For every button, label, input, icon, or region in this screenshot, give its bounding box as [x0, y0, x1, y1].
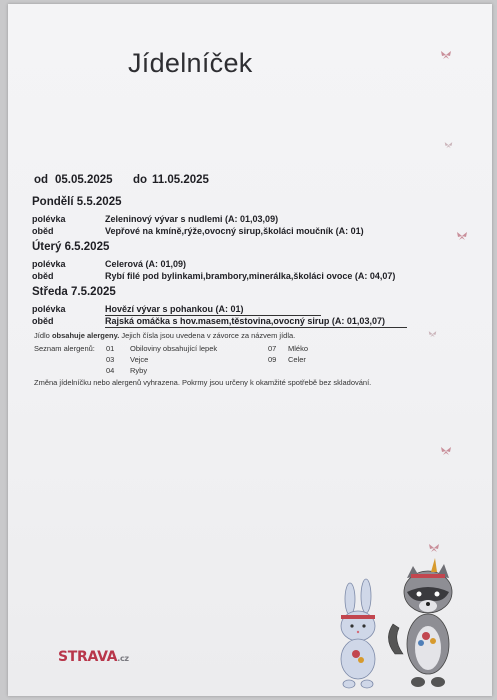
- butterfly-icon: [440, 447, 452, 456]
- period-to-date: 11.05.2025: [152, 174, 209, 186]
- page-title: Jídelníček: [128, 48, 253, 78]
- allergen-code: 04: [106, 366, 115, 375]
- allergen-code: 01: [106, 344, 115, 353]
- raccoon-icon: [388, 558, 452, 687]
- meal-dish: Vepřové na kmíně,rýže,ovocný sirup,školáci moučník (A: 01): [105, 226, 364, 236]
- footer-note: Změna jídelníčku nebo alergenů vyhrazena. Pokrmy jsou určeny k okamžité spotřebě bez skladování.: [34, 378, 372, 387]
- allergen-note: Jídlo obsahuje alergeny. Jejich čísla jsou uvedena v závorce za názvem jídla.: [34, 331, 296, 340]
- meal-label: oběd: [32, 271, 54, 281]
- meal-label: polévka: [32, 214, 66, 224]
- period-from-label: od: [34, 174, 49, 186]
- bunny-icon: [341, 579, 375, 688]
- meal-label: oběd: [32, 226, 54, 236]
- allergen-name: Mléko: [288, 344, 309, 353]
- allergen-name: Ryby: [130, 366, 148, 375]
- meal-dish: Celerová (A: 01,09): [105, 259, 187, 269]
- divider: [105, 327, 407, 328]
- allergen-name: Celer: [288, 355, 306, 364]
- meal-dish: Hovězí vývar s pohankou (A: 01): [105, 304, 244, 314]
- menu-sheet: [8, 4, 492, 696]
- cartoon-animals-illustration: [323, 544, 473, 694]
- allergen-list-label: Seznam alergenů:: [34, 344, 95, 353]
- day-title: Úterý 6.5.2025: [32, 241, 110, 253]
- allergen-name: Vejce: [130, 355, 149, 364]
- period-from-date: 05.05.2025: [55, 174, 113, 186]
- allergen-name: Obiloviny obsahující lepek: [130, 344, 218, 353]
- meal-label: polévka: [32, 304, 66, 314]
- meal-label: oběd: [32, 316, 54, 326]
- butterfly-icon: [456, 232, 468, 241]
- butterfly-icon: [440, 51, 452, 60]
- allergen-code: 03: [106, 355, 115, 364]
- allergen-code: 09: [268, 355, 277, 364]
- day-title: Pondělí 5.5.2025: [32, 196, 122, 208]
- meal-dish: Zeleninový vývar s nudlemi (A: 01,03,09): [105, 214, 279, 224]
- strava-logo: STRAVA.cz: [58, 649, 129, 665]
- meal-dish: Rybí filé pod bylinkami,brambory,minerálka,školáci ovoce (A: 04,07): [105, 271, 396, 281]
- butterfly-icon: [444, 142, 453, 149]
- period-to-label: do: [133, 174, 148, 186]
- meal-label: polévka: [32, 259, 66, 269]
- day-title: Středa 7.5.2025: [32, 286, 116, 298]
- meal-dish: Rajská omáčka s hov.masem,těstovina,ovocný sirup (A: 01,03,07): [105, 316, 385, 326]
- butterfly-icon: [428, 331, 437, 338]
- allergen-code: 07: [268, 344, 277, 353]
